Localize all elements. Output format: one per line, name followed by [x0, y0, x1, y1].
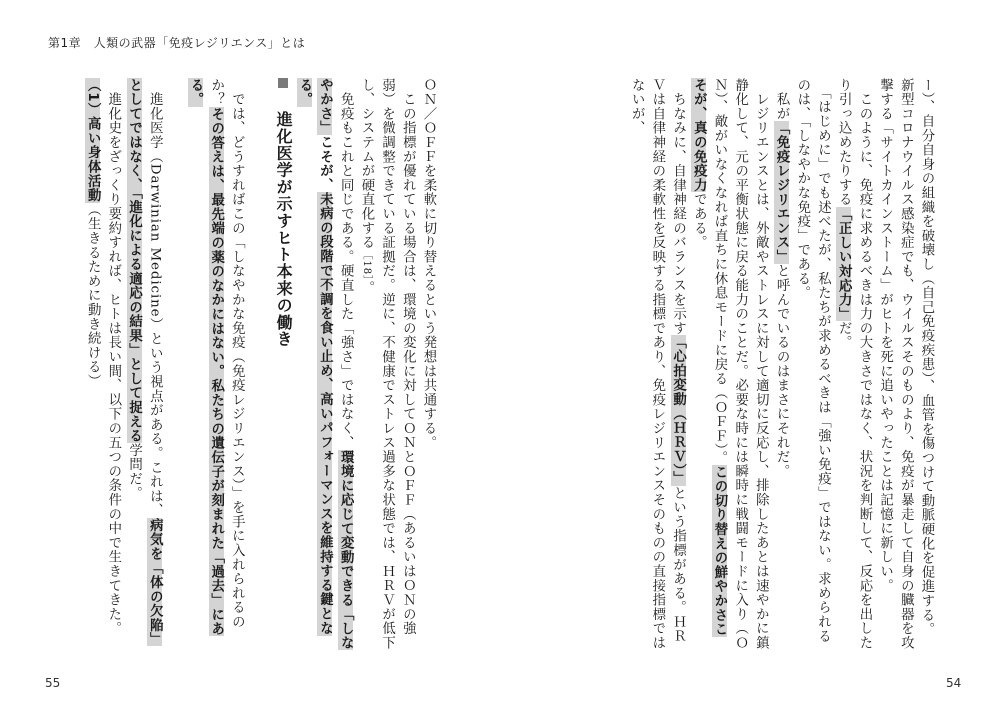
- paragraph: 私が「免疫レジリエンス」と呼んでいるのはまさにそれだ。: [774, 92, 790, 479]
- highlight: 「正しい対応力」: [836, 206, 852, 322]
- heading-square-icon: [278, 78, 288, 88]
- highlight: 未病の段階で不調を食い止め、高いパフォーマンスを維持する鍵となる。: [296, 78, 333, 636]
- highlight: 「免疫レジリエンス」: [774, 120, 790, 264]
- page-number-right: 54: [946, 676, 962, 690]
- paragraph: ー）、自分自身の組織を破壊し（自己免疫疾患）、血管を傷つけて動脈硬化を促進する。新型コロナウイルス感染症でも、ウイルスそのものより、免疫が暴走して自身の臓器を攻撃する「サイトカインストーム」がヒトを死に追いやったことは記憶に新しい。: [877, 78, 934, 650]
- highlight: 環境に応じて変動できる「しなやかさ」: [317, 78, 354, 650]
- highlight: 病気を「体の欠陥」としてではなく、「進化による適応の結果」として捉える: [126, 78, 163, 647]
- paragraph: 進化史をざっくり要約すれば、ヒトは長い間、以下の五つの条件の中で生きてきた。: [105, 92, 121, 636]
- chapter-header: 第1章 人類の武器「免疫レジリエンス」とは: [48, 36, 306, 50]
- highlight: 「心拍変動（ＨＲＶ）」: [670, 335, 686, 487]
- paragraph: この指標が優れている場合は、環境の変化に対してＯＮとＯＦＦ（あるいはＯＮの強弱）を微調整できている証拠だ。逆に、不健康でストレス過多な状態では、ＨＲＶが低下し、システムが硬直化する［18］。: [358, 78, 416, 650]
- highlight: その答えは、最先端の薬のなかにはない。私たちの遺伝子が刻まれた「過去」にある。: [187, 78, 224, 636]
- highlight: この切り替えの鮮やかさこそが、真の免疫力: [691, 78, 727, 637]
- paragraph: 免疫もこれと同じである。硬直した「強さ」ではなく、環境に応じて変動できる「しなやかさ」こそが、未病の段階で不調を食い止め、高いパフォーマンスを維持する鍵となる。: [296, 78, 354, 650]
- right-page-text: [562, 78, 936, 650]
- paragraph: では、どうすればこの「しなやかな免疫（免疫レジリエンス）」を手に入れられるのか？その答えは、最先端の薬のなかにはない。私たちの遺伝子が刻まれた「過去」にある。: [187, 78, 245, 636]
- list-item: （1）高い身体活動（生きるために動き続ける）: [85, 78, 101, 389]
- paragraph: ちなみに、自律神経のバランスを示す「心拍変動（ＨＲＶ）」という指標がある。ＨＲＶは自律神経の柔軟性を反映する指標であり、免疫レジリエンスそのものの直接指標ではないが、: [629, 78, 686, 650]
- paragraph: 進化医学（Darwinian Medicine）という視点がある。これは、病気を「体の欠陥」としてではなく、「進化による適応の結果」として捉える学問だ。: [126, 78, 163, 647]
- list-item-label: （1）高い身体活動: [85, 78, 101, 203]
- section-heading: 進化医学が示すヒト本来の働き: [272, 78, 293, 650]
- left-page-text: [60, 78, 438, 650]
- page-number-left: 55: [45, 676, 61, 690]
- paragraph: ＯＮ／ＯＦＦを柔軟に切り替えるという発想は共通する。: [421, 78, 436, 450]
- paragraph: このように、免疫に求めるべきは力の大きさではなく、状況を判断して、反応を出したり引っ込めたりする「正しい対応力」だ。: [836, 78, 872, 650]
- citation-ref: ［18］: [360, 249, 372, 281]
- paragraph: レジリエンスとは、外敵やストレスに対して適切に反応し、排除したあとは速やかに鎮静化して、元の平衡状態に戻る能力のことだ。必要な時には瞬時に戦闘モードに入り（ＯＮ）、敵がいなくなれば直ちに休息モードに戻る（ＯＦＦ）。この切り替えの鮮やかさこそが、真の免疫力である。: [691, 78, 769, 650]
- paragraph: 「はじめに」でも述べたが、私たちが求めるべきは「強い免疫」ではない。求められるのは、「しなやかな免疫」である。: [794, 78, 831, 644]
